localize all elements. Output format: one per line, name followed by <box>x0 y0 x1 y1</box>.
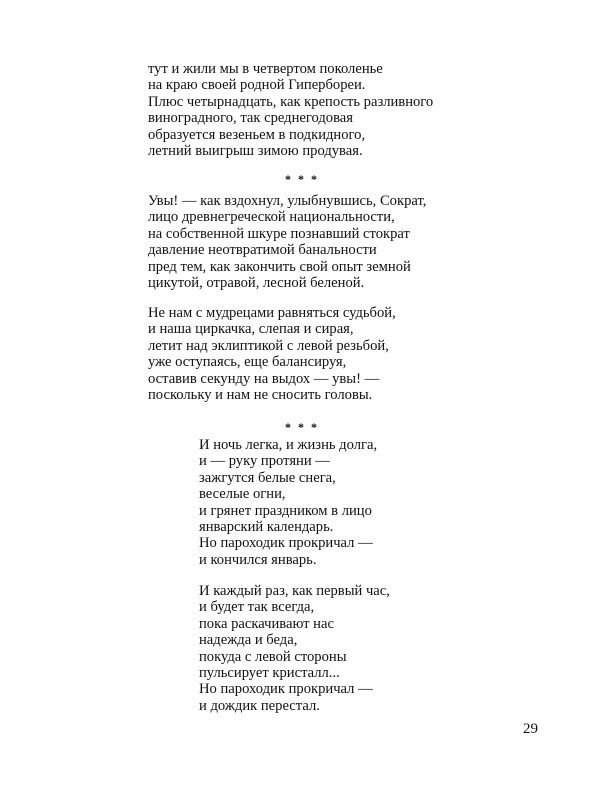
poem-line: лицо древнегреческой национальности, <box>148 209 395 226</box>
poem-line: и наша циркачка, слепая и сирая, <box>148 321 354 338</box>
stanza-3 <box>148 305 396 403</box>
poem-line: и — руку протяни — <box>199 453 330 470</box>
poem-line: пульсирует кристалл... <box>199 665 340 682</box>
poem-line: и будет так всегда, <box>199 599 315 616</box>
poem-line: надежда и беда, <box>199 632 298 649</box>
stanza-1 <box>148 61 433 159</box>
poem-line: виноградного, так среднегодовая <box>148 110 353 127</box>
poem-line: Не нам с мудрецами равняться судьбой, <box>148 305 396 321</box>
stanza-2 <box>148 193 426 291</box>
poem-line: Но пароходик прокричал — <box>199 535 373 552</box>
poem-line: Увы! — как вздохнул, улыбнувшись, Сократ, <box>148 193 427 209</box>
poem-line: Плюс четырнадцать, как крепость разливного <box>148 93 434 110</box>
poem-line: Но пароходик прокричал — <box>199 681 373 698</box>
poem-line: и кончился январь. <box>199 551 317 568</box>
poem-line: И каждый раз, как первый час, <box>199 583 390 599</box>
poem-line: оставив секунду на выдох — увы! — <box>148 370 380 387</box>
poem-line: и грянет праздником в лицо <box>199 502 372 519</box>
page-number: 29 <box>523 721 538 737</box>
stanza-4 <box>199 437 377 568</box>
poem-line: тут и жили мы в четвертом поколенье <box>148 61 383 77</box>
poem-line: январский календарь. <box>199 519 334 536</box>
poem-line: поскольку и нам не сносить головы. <box>148 387 373 404</box>
poem-line: летний выигрыш зимою продувая. <box>148 143 363 160</box>
poem-line: и дождик перестал. <box>199 697 320 714</box>
poem-line: давление неотвратимой банальности <box>148 242 377 259</box>
poem-line: покуда с левой стороны <box>199 648 347 665</box>
poem-line: на собственной шкуре познавший стократ <box>148 225 410 242</box>
stanza-5 <box>199 583 390 714</box>
poem-line: уже оступаясь, еще балансируя, <box>148 354 347 371</box>
section-separator: * * * <box>285 172 319 186</box>
poem-line: пред тем, как закончить свой опыт земной <box>148 258 411 275</box>
poem-line: на краю своей родной Гипербореи. <box>148 77 366 94</box>
poem-line: цикутой, отравой, лесной беленой. <box>148 275 365 292</box>
poem-line: веселые огни, <box>199 486 286 503</box>
poem-line: летит над эклиптикой с левой резьбой, <box>148 337 389 354</box>
section-separator: * * * <box>285 420 319 434</box>
poem-line: зажгутся белые снега, <box>199 469 336 486</box>
poem-line: И ночь легка, и жизнь долга, <box>199 437 378 453</box>
poem-line: пока раскачивают нас <box>199 615 334 632</box>
poem-line: образуется везеньем в подкидного, <box>148 126 366 143</box>
